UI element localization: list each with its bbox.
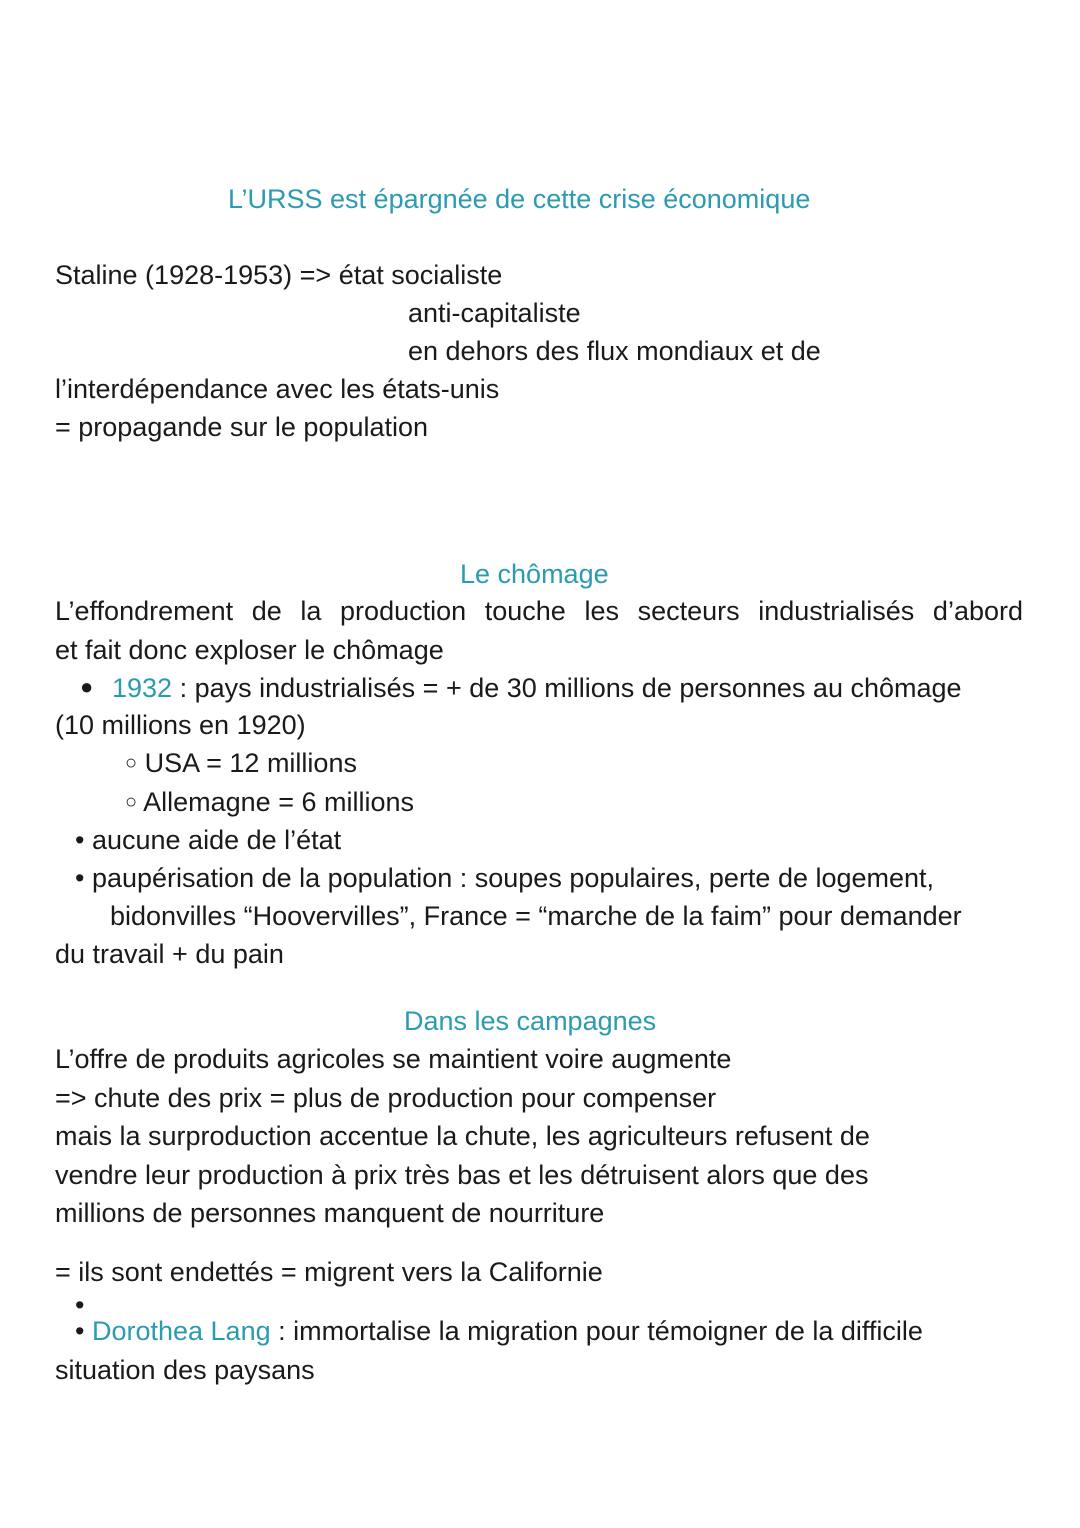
bullet-icon: • (75, 1316, 85, 1346)
bullet-icon: • (75, 863, 85, 893)
bullet-icon: • (75, 825, 85, 855)
text-line: => chute des prix = plus de production pour compenser (55, 1083, 717, 1113)
list-item-continuation: situation des paysans (55, 1355, 315, 1385)
empty-bullet-icon: • (75, 1290, 85, 1320)
text-line: vendre leur production à prix très bas et les détruisent alors que des (55, 1160, 869, 1190)
text-line: en dehors des flux mondiaux et de (408, 336, 821, 366)
text-line: = ils sont endettés = migrent vers la Californie (55, 1257, 603, 1287)
circle-bullet-icon: ○ (125, 752, 138, 774)
text-line: anti-capitaliste (408, 298, 581, 328)
section-heading-campagnes: Dans les campagnes (404, 1006, 657, 1036)
text-line: = propagande sur le population (55, 412, 429, 442)
circle-bullet-icon: ○ (125, 791, 138, 813)
paragraph-line: L’effondrement de la production touche les secteurs industrialisés d’abord (55, 596, 1023, 626)
list-item-text: : immortalise la migration pour témoigner de la difficile (270, 1316, 923, 1346)
paragraph-line: et fait donc exploser le chômage (55, 635, 444, 665)
highlight-year: 1932 (112, 673, 173, 703)
section-heading-chomage: Le chômage (460, 559, 609, 589)
list-item-text: paupérisation de la population : soupes populaires, perte de logement, (91, 863, 935, 893)
list-item-continuation: bidonvilles “Hoovervilles”, France = “marche de la faim” pour demander (110, 901, 962, 931)
list-item-text: aucune aide de l’état (91, 825, 342, 855)
list-item (75, 865, 934, 892)
text-line: mais la surproduction accentue la chute, les agriculteurs refusent de (55, 1121, 870, 1151)
list-item (75, 827, 341, 854)
list-item-continuation: du travail + du pain (55, 939, 284, 969)
list-item (75, 1318, 923, 1345)
section-heading-urss: L’URSS est épargnée de cette crise économique (228, 184, 811, 214)
sub-list-item-text: USA = 12 millions (144, 748, 357, 778)
sub-list-item (125, 750, 357, 777)
text-line: millions de personnes manquent de nourriture (55, 1198, 605, 1228)
text-line: l’interdépendance avec les états-unis (55, 374, 500, 404)
list-item (112, 675, 962, 702)
sub-list-item-text: Allemagne = 6 millions (143, 787, 414, 817)
highlight-name: Dorothea Lang (91, 1316, 271, 1346)
sub-list-item (125, 789, 414, 816)
list-item-text: : pays industrialisés = + de 30 millions de personnes au chômage (172, 673, 962, 703)
text-line: Staline (1928-1953) => état socialiste (55, 260, 503, 290)
list-item-continuation: (10 millions en 1920) (55, 710, 306, 740)
bullet-icon: ● (80, 674, 94, 699)
text-line: L’offre de produits agricoles se maintient voire augmente (55, 1044, 732, 1074)
